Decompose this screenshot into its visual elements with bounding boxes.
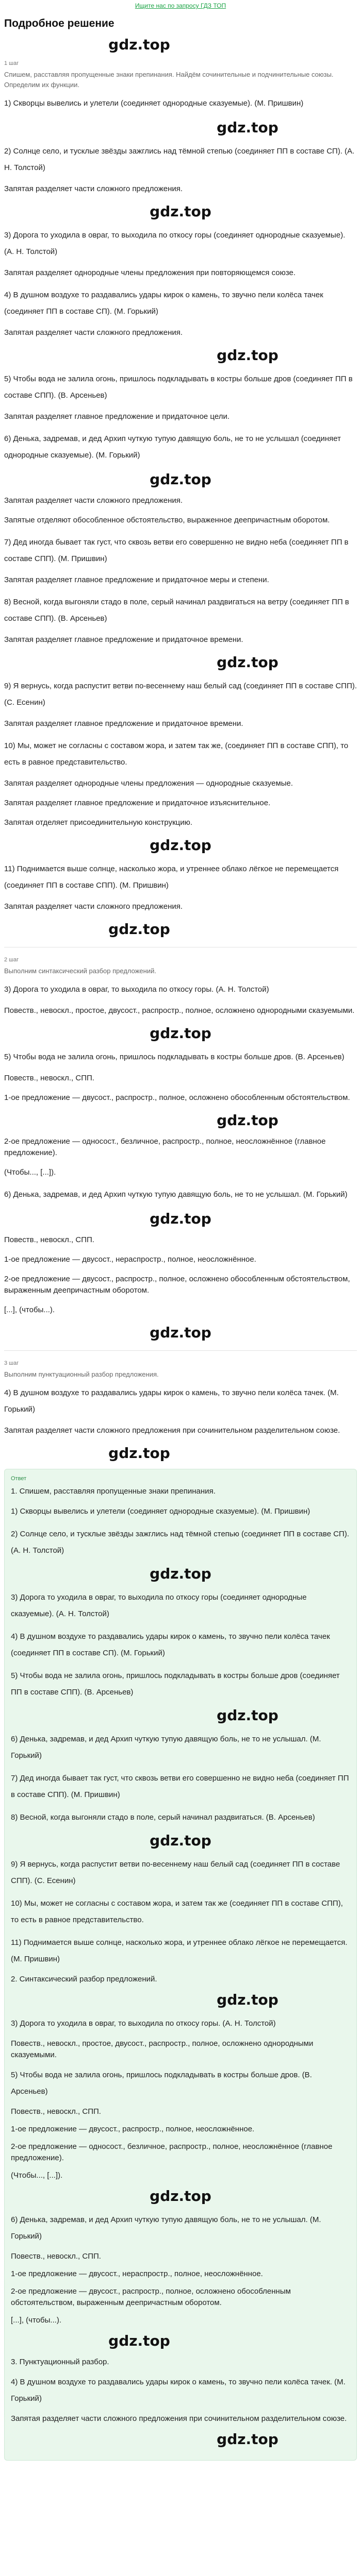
- answer-line: Повеств., невоскл., СПП.: [11, 2107, 101, 2116]
- divider: [4, 1350, 357, 1351]
- watermark: gdz.top: [217, 1112, 278, 1129]
- answer-line: 2) Солнце село, и тусклые звёзды зажглись над тёмной степью (соединяет ПП в составе СП). (А. Н. Толстой): [11, 1530, 349, 1555]
- step-label: 3 шаг: [4, 1360, 19, 1366]
- watermark: gdz.top: [217, 1707, 278, 1724]
- sentence: 4) В душном воздухе то раздавались удары кирок о камень, то звучно пели колёса тачек. (М. Горький): [4, 1388, 339, 1414]
- answer-line: 4) В душном воздухе то раздавались удары кирок о камень, то звучно пели колёса тачек. (М. Горький): [11, 2378, 346, 2403]
- explanation: 1-ое предложение — двусост., распростр., полное, осложнено обособленным обстоятельством.: [4, 1093, 350, 1102]
- watermark: gdz.top: [150, 1324, 211, 1341]
- watermark: gdz.top: [217, 1991, 278, 2008]
- watermark: gdz.top: [217, 2431, 278, 2448]
- sentence: 4) В душном воздухе то раздавались удары кирок о камень, то звучно пели колёса тачек (соединяет ПП в составе СП). (М. Горький): [4, 291, 323, 316]
- watermark: gdz.top: [150, 837, 211, 854]
- sentence: 8) Весной, когда выгоняли стадо в поле, серый начинал раздвигаться на ветру (соединяет ПП в составе СПП). (В. Арсеньев): [4, 598, 349, 623]
- explanation: Запятые отделяют обособленное обстоятельство, выраженное деепричастным оборотом.: [4, 516, 330, 524]
- answer-line: 2-ое предложение — двусост., распростр., полное, осложнено обособленным обстоятельством, выраженным деепричастным оборотом.: [11, 2287, 291, 2307]
- content: [0, 18, 361, 2461]
- explanation: Запятая разделяет части сложного предложения при сочинительном разделительном союзе.: [4, 1426, 340, 1435]
- answer-label: Ответ: [11, 1476, 27, 1482]
- explanation: 2-ое предложение — односост., безличное, распростр., полное, неосложнённое (главное предложение).: [4, 1137, 326, 1157]
- explanation: Повеств., невоскл., СПП.: [4, 1074, 94, 1082]
- watermark: gdz.top: [217, 347, 278, 364]
- answer-line: 6) Денька, задремав, и дед Архип чуткую тупую давящую боль, не то не услышал. (М. Горький): [11, 2215, 321, 2241]
- top-search-link[interactable]: Ищите нас по запросу ГДЗ ТОП: [135, 2, 226, 9]
- scheme: [...], (чтобы...).: [4, 1306, 55, 1314]
- watermark: gdz.top: [150, 1832, 211, 1849]
- step-1: [4, 60, 357, 938]
- sentence: 6) Денька, задремав, и дед Архип чуткую тупую давящую боль, не то не услышал. (М. Горький): [4, 1190, 348, 1199]
- explanation: Запятая разделяет однородные члены предложения — однородные сказуемые.: [4, 779, 293, 788]
- explanation: Запятая отделяет присоединительную конструкцию.: [4, 818, 193, 827]
- sentence: 2) Солнце село, и тусклые звёзды зажглись над тёмной степью (соединяет ПП в составе СП). (А. Н. Толстой): [4, 147, 355, 172]
- answer-line: 6) Денька, задремав, и дед Архип чуткую тупую давящую боль, не то не услышал. (М. Горький): [11, 1735, 321, 1760]
- answer-line: 1-ое предложение — двусост., распростр., полное, неосложнённое.: [11, 2125, 255, 2133]
- watermark: gdz.top: [108, 921, 170, 938]
- explanation: Запятая разделяет однородные члены предложения при повторяющемся союзе.: [4, 268, 296, 277]
- watermark: gdz.top: [150, 203, 211, 220]
- answer-line: Запятая разделяет части сложного предложения при сочинительном разделительном союзе.: [11, 2414, 347, 2423]
- answer-line: 1. Спишем, расставляя пропущенные знаки препинания.: [11, 1487, 216, 1496]
- page-title: Подробное решение: [4, 18, 114, 29]
- step-3: [4, 1360, 357, 1462]
- explanation: Повеств., невоскл., СПП.: [4, 1235, 94, 1244]
- answer-line: 11) Поднимается выше солнце, насколько жора, и утреннее облако лёгкое не перемещается. (М. Пришвин): [11, 1938, 348, 1963]
- sentence: 3) Дорога то уходила в овраг, то выходила по откосу горы. (А. Н. Толстой): [4, 985, 269, 994]
- sentence: 5) Чтобы вода не залила огонь, пришлось подкладывать в костры больше дров. (В. Арсеньев): [4, 1053, 344, 1061]
- step-2: [4, 957, 357, 1341]
- watermark: gdz.top: [150, 1565, 211, 1582]
- sentence: 9) Я вернусь, когда распустит ветви по-весеннему наш белый сад (соединяет ПП в составе СПП). (С. Есенин): [4, 682, 357, 707]
- step-description: Спишем, расставляя пропущенные знаки препинания. Найдём сочинительные и подчинительные союзы. Определим их функции.: [4, 71, 334, 89]
- sentence: 1) Скворцы вывелись и улетели (соединяет однородные сказуемые). (М. Пришвин): [4, 99, 304, 108]
- watermark: gdz.top: [217, 119, 278, 136]
- answer-line: 3. Пунктуационный разбор.: [11, 2358, 109, 2366]
- answer-line: 5) Чтобы вода не залила огонь, пришлось подкладывать в костры больше дров (соединяет ПП в составе СПП). (В. Арсеньев): [11, 1671, 340, 1697]
- answer-line: 5) Чтобы вода не залила огонь, пришлось подкладывать в костры больше дров. (В. Арсеньев): [11, 2071, 312, 2096]
- explanation: 2-ое предложение — двусост., распростр., полное, осложнено обособленным обстоятельством, выраженным деепричастным оборотом.: [4, 1275, 350, 1295]
- answer-line: 3) Дорога то уходила в овраг, то выходила по откосу горы. (А. Н. Толстой): [11, 2019, 276, 2028]
- explanation: Повеств., невоскл., простое, двусост., распростр., полное, осложнено однородными сказуемыми.: [4, 1006, 355, 1015]
- sentence: 5) Чтобы вода не залила огонь, пришлось подкладывать в костры больше дров (соединяет ПП в составе СПП). (В. Арсеньев): [4, 375, 353, 400]
- answer-line: (Чтобы..., [...]).: [11, 2171, 63, 2180]
- answer-line: [...], (чтобы...).: [11, 2316, 62, 2325]
- answer-line: 2. Синтаксический разбор предложений.: [11, 1975, 157, 1984]
- explanation: Запятая разделяет главное предложение и придаточное времени.: [4, 635, 243, 644]
- explanation: 1-ое предложение — двусост., нераспростр., полное, неосложнённое.: [4, 1255, 256, 1264]
- explanation: Запятая разделяет части сложного предложения.: [4, 328, 183, 337]
- answer-line: 1) Скворцы вывелись и улетели (соединяет однородные сказуемые). (М. Пришвин): [11, 1507, 310, 1516]
- watermark: gdz.top: [217, 654, 278, 671]
- answer-line: 3) Дорога то уходила в овраг, то выходила по откосу горы (соединяет однородные сказуемые). (А. Н. Толстой): [11, 1593, 307, 1618]
- step-label: 1 шаг: [4, 60, 19, 66]
- sentence: 7) Дед иногда бывает так густ, что сквозь ветви его совершенно не видно неба (соединяет ПП в составе СПП). (М. Пришвин): [4, 538, 349, 563]
- answer-line: 10) Мы, может не согласны с составом жора, и затем так же (соединяет ПП в составе СПП), то есть в равное представительство.: [11, 1899, 343, 1924]
- sentence: 3) Дорога то уходила в овраг, то выходила по откосу горы (соединяет однородные сказуемые). (А. Н. Толстой): [4, 231, 346, 256]
- step-label: 2 шаг: [4, 957, 19, 963]
- explanation: Запятая разделяет главное предложение и придаточное меры и степени.: [4, 575, 269, 584]
- step-description: Выполним пунктуационный разбор предложения.: [4, 1370, 159, 1378]
- watermark: gdz.top: [150, 1210, 211, 1227]
- watermark: gdz.top: [150, 1025, 211, 1042]
- sentence: 10) Мы, может не согласны с составом жора, и затем так же, (соединяет ПП в составе СПП), то есть в равное представительство.: [4, 741, 349, 767]
- explanation: Запятая разделяет части сложного предложения.: [4, 184, 183, 193]
- answer-line: 1-ое предложение — двусост., нераспростр., полное, неосложнённое.: [11, 2269, 263, 2278]
- sentence: 11) Поднимается выше солнце, насколько жора, и утреннее облако лёгкое не перемещается (соединяет ПП в составе СПП). (М. Пришвин): [4, 865, 339, 890]
- answer-line: 4) В душном воздухе то раздавались удары кирок о камень, то звучно пели колёса тачек (соединяет ПП в составе СП). (М. Горький): [11, 1632, 330, 1657]
- answer-box: [4, 1469, 357, 2461]
- explanation: Запятая разделяет главное предложение и придаточное изъяснительное.: [4, 799, 271, 807]
- step-description: Выполним синтаксический разбор предложений.: [4, 967, 156, 975]
- watermark: gdz.top: [150, 471, 211, 488]
- answer-line: 8) Весной, когда выгоняли стадо в поле, серый начинал раздвигаться. (В. Арсеньев): [11, 1813, 315, 1822]
- watermark: gdz.top: [150, 2188, 211, 2205]
- answer-line: 7) Дед иногда бывает так густ, что сквозь ветви его совершенно не видно неба (соединяет ПП в составе СПП). (М. Пришвин): [11, 1774, 349, 1799]
- watermark: gdz.top: [108, 2332, 170, 2349]
- top-banner: [0, 0, 361, 12]
- answer-line: 9) Я вернусь, когда распустит ветви по-весеннему наш белый сад (соединяет ПП в составе СПП). (С. Есенин): [11, 1860, 340, 1885]
- explanation: Запятая разделяет главное предложение и придаточное цели.: [4, 412, 229, 421]
- scheme: (Чтобы..., [...]).: [4, 1168, 56, 1177]
- watermark: gdz.top: [108, 1445, 170, 1462]
- watermark: gdz.top: [108, 36, 170, 53]
- sentence: 6) Денька, задремав, и дед Архип чуткую тупую давящую боль, не то не услышал (соединяет однородные сказуемые). (М. Горький): [4, 434, 341, 460]
- answer-line: Повеств., невоскл., простое, двусост., распростр., полное, осложнено однородными сказуемыми.: [11, 2039, 314, 2059]
- explanation: Запятая разделяет главное предложение и придаточное времени.: [4, 719, 243, 728]
- explanation: Запятая разделяет части сложного предложения.: [4, 902, 183, 911]
- answer-line: 2-ое предложение — односост., безличное, распростр., полное, неосложнённое (главное предложение).: [11, 2142, 333, 2162]
- answer-line: Повеств., невоскл., СПП.: [11, 2252, 101, 2261]
- explanation: Запятая разделяет части сложного предложения.: [4, 496, 183, 505]
